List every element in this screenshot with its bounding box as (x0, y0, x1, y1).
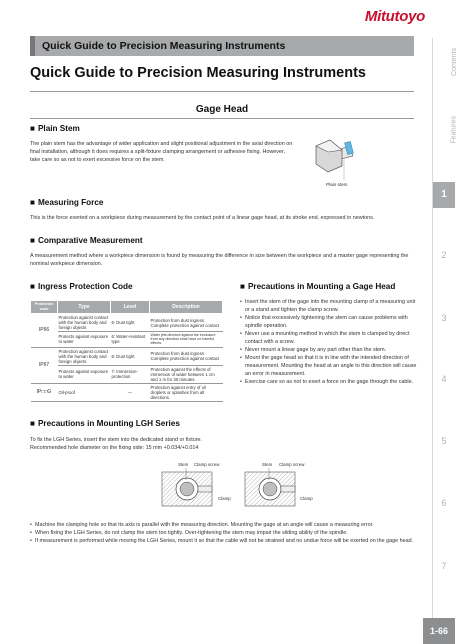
page-title: Quick Guide to Precision Measuring Instruments (30, 65, 366, 81)
title-rule (30, 91, 414, 92)
page-number: 1-66 (423, 618, 455, 644)
fig-right-clamp-screw-label: Clamp screw (279, 462, 305, 467)
code-cell: IP67 (31, 347, 58, 383)
level-cell: 6: Dust tight (111, 347, 150, 365)
code-cell: IP66 (31, 314, 58, 348)
list-item: • If measurement is performed while moving the LGH Series, mount it so that the cable will not be strained and no undue force will be exerted on the gage head. (30, 537, 420, 545)
table-row (31, 365, 223, 383)
precautions-gage-heading: ■ Precautions in Mounting a Gage Head (240, 282, 395, 291)
side-tab-3[interactable]: 3 (441, 313, 447, 323)
desc-cell: Water jets directed against the enclosure from any direction shall have no harmful effects. (150, 332, 223, 348)
list-item: • Never use a mounting method in which the stem is clamped by direct contact with a screw. (240, 330, 418, 346)
side-tab-4[interactable]: 4 (441, 374, 447, 384)
side-tab-2[interactable]: 2 (441, 250, 447, 260)
side-divider (432, 38, 433, 628)
side-tab-features[interactable]: Features (451, 116, 458, 144)
mitutoyo-logo: Mitutoyo (364, 8, 425, 25)
desc-cell: Protection against entry of oil droplets or splashes from all directions. (150, 383, 223, 401)
table-row (31, 383, 223, 401)
type-cell: Protection against contact with the human body and foreign objects (58, 314, 111, 332)
comparative-text: A measurement method where a workpiece dimension is found by measuring the difference in size between the workpiece and a master gage representing the nominal workpiece dimension. (30, 253, 409, 267)
list-item: • Mount the gage head so that it is in line with the intended direction of measurement. Mounting the head at an angle to this direction will cause an error in measurement. (240, 354, 418, 378)
level-cell: 7: Immersion-protection (111, 365, 150, 383)
side-tab-6[interactable]: 6 (441, 498, 447, 508)
list-item: • Machine the clamping hole so that its axis is parallel with the measuring direction. Mounting the gage at an angle will cause a measuring error. (30, 521, 420, 529)
fig-left-clamp-label: Clamp (218, 496, 231, 501)
comparative-heading: ■ Comparative Measurement (30, 236, 143, 245)
level-cell: 6: Water-resistant type (111, 332, 150, 348)
lgh-line-2: Recommended hole diameter on the fixing side: 15 mm +0.034/+0.014 (30, 445, 199, 451)
col-description: Description (150, 301, 223, 314)
col-protection-code: Protection code (31, 301, 58, 314)
measuring-force-heading: ■ Measuring Force (30, 198, 103, 207)
fig-right-stem-label: Stem (262, 462, 273, 467)
subtitle-rule (30, 118, 414, 119)
table-row (31, 332, 223, 348)
list-item: • Never mount a linear gage by any part other than the stem. (240, 346, 418, 354)
fig-left-stem-label: Stem (178, 462, 189, 467)
banner-title: Quick Guide to Precision Measuring Instruments (42, 40, 286, 52)
desc-cell: Protection against the effects of immersion of water between 1 cm and 1 m for 30 minutes. (150, 365, 223, 383)
fig-right-clamp-label: Clamp (300, 496, 313, 501)
page-subtitle: Gage Head (195, 104, 249, 115)
list-item: • Insert the stem of the gage into the mounting clamp of a measuring unit or a stand and tighten the clamp screw. (240, 298, 418, 314)
plain-stem-heading: ■ Plain Stem (30, 124, 80, 133)
plain-stem-text: The plain stem has the advantage of wider application and slight positional adjustment in the axial direction on final installation, although it does requires a split-fixture clamping arrangement or adhesive fixing. However, take care so as not to exert excessive force on the stem. (30, 141, 293, 163)
section-banner (30, 36, 414, 56)
lgh-line-1: To fix the LGH Series, insert the stem into the dedicated stand or fixture. (30, 437, 202, 443)
ingress-header-row (31, 301, 223, 314)
level-cell: — (111, 383, 150, 401)
list-item: • Notice that excessively tightening the stem can cause problems with spindle operation. (240, 314, 418, 330)
side-tab-7[interactable]: 7 (441, 561, 447, 571)
ingress-heading: ■ Ingress Protection Code (30, 282, 133, 291)
desc-cell: Protection from dust ingress Complete protection against contact (150, 347, 223, 365)
table-row (31, 347, 223, 365)
list-item: • Exercise care so as not to exert a force on the gage through the cable. (240, 378, 418, 386)
col-level: Level (111, 301, 150, 314)
plain-stem-figure (300, 128, 380, 188)
col-type: Type (58, 301, 111, 314)
list-item: • When fixing the LGH Series, do not clamp the stem too tightly. Over-tightening the stem may impair the sliding ability of the spindle. (30, 529, 420, 537)
lgh-fixture-figure-right (243, 470, 303, 510)
precautions-lgh-heading: ■ Precautions in Mounting LGH Series (30, 419, 180, 428)
measuring-force-text: This is the force exerted on a workpiece during measurement by the contact point of a linear gage head, at its stroke end, expressed in newtons. (30, 215, 375, 221)
level-cell: 6: Dust tight (111, 314, 150, 332)
ingress-table (30, 300, 223, 402)
type-cell: Protection against contact with the human body and foreign objects (58, 347, 111, 365)
precautions-gage-list (240, 298, 418, 386)
lgh-bullet-list (30, 521, 420, 545)
lgh-fixture-figure-left (160, 470, 220, 510)
plain-stem-label: Plain stem (326, 182, 348, 187)
table-row (31, 314, 223, 332)
type-cell: Protects against exposure to water (58, 365, 111, 383)
side-tab-1-active[interactable]: 1 (433, 182, 455, 208)
side-tab-5[interactable]: 5 (441, 436, 447, 446)
desc-cell: Protection from dust ingress Complete protection against contact (150, 314, 223, 332)
type-cell: Protects against exposure to water (58, 332, 111, 348)
fig-left-clamp-screw-label: Clamp screw (194, 462, 220, 467)
side-tab-contents[interactable]: Contents (451, 48, 458, 77)
code-cell: IP□□G (31, 383, 58, 401)
type-cell: Oil-proof (58, 383, 111, 401)
